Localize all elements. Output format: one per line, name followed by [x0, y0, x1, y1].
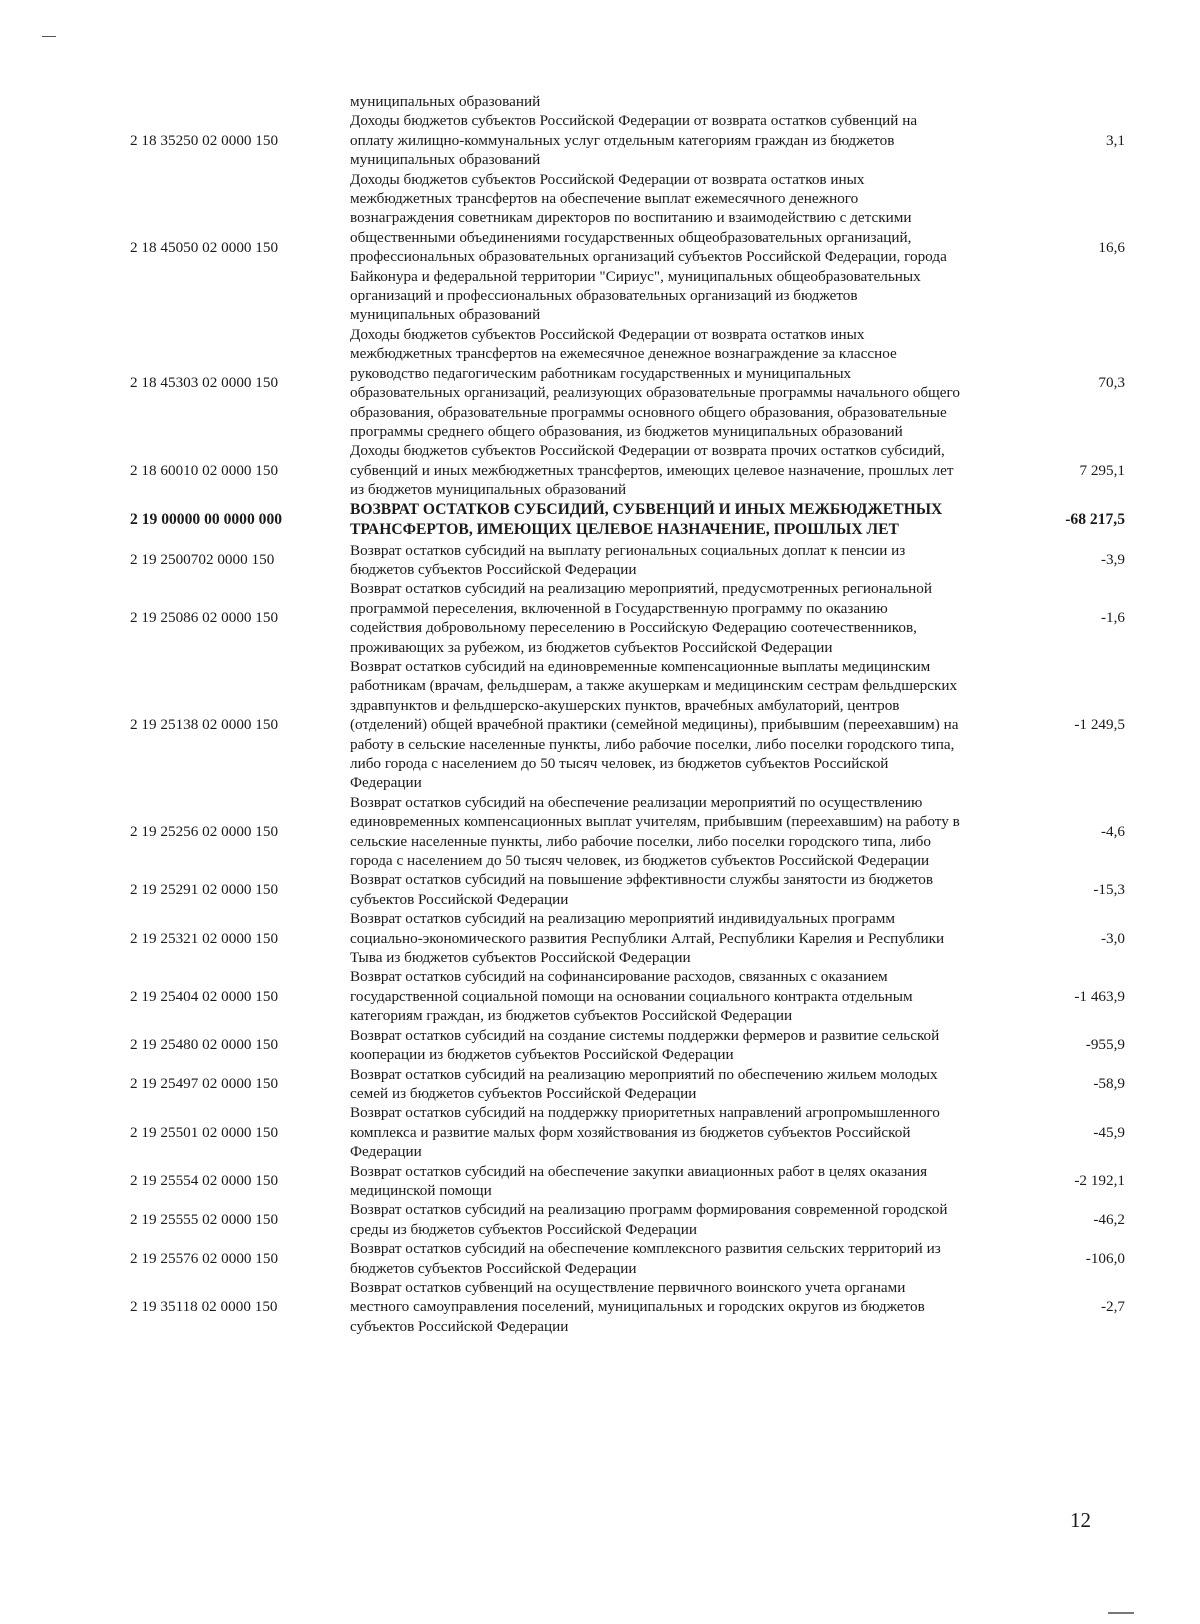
table-row [120, 1200, 1131, 1239]
amount-value: 70,3 [1098, 374, 1125, 392]
budget-code: 2 19 25576 02 0000 150 [130, 1249, 279, 1267]
budget-code [120, 92, 342, 111]
income-name: Доходы бюджетов субъектов Российской Федерации от возврата остатков иных межбюджетных трансфертов на обеспечение выплат ежемесячного денежного вознаграждения советникам директоров по воспитанию и взаимодействию с детскими общественными объединениями государственных общеобразовательных организаций, профессиональных образовательных организаций субъектов Российской Федерации, города Байконура и федеральной территории "Сириус", муниципальных общеобразовательных организаций и профессиональных образовательных организаций из бюджетов муниципальных образований [350, 170, 947, 324]
income-name: Возврат остатков субсидий на единовременные компенсационные выплаты медицинским работникам (врачам, фельдшерам, а также акушеркам и медицинским сестрам фельдшерских здравпунктов и фельдшерско-акушерских пунктов, врачебных амбулаторий, центров (отделений) общей врачебной практики (семейной медицины), прибывшим (переехавшим) на работу в сельские населенные пункты, либо рабочие поселки, либо поселки городского типа, либо города с населением до 50 тысяч человек, из бюджетов субъектов Российской Федерации [350, 657, 959, 792]
table-row [120, 541, 1131, 580]
income-name: Доходы бюджетов субъектов Российской Федерации от возврата прочих остатков субсидий, субвенций и иных межбюджетных трансфертов, имеющих целевое назначение, прошлых лет из бюджетов муниципальных образований [350, 442, 954, 499]
income-name: Возврат остатков субсидий на создание системы поддержки фермеров и развитие сельской кооперации из бюджетов субъектов Российской Федерации [350, 1026, 940, 1064]
income-name: Возврат остатков субсидий на реализацию программ формирования современной городской среды из бюджетов субъектов Российской Федерации [350, 1201, 948, 1238]
budget-code: 2 19 25256 02 0000 150 [130, 822, 279, 840]
amount-value: -15,3 [1093, 881, 1125, 899]
budget-code: 2 19 25501 02 0000 150 [130, 1123, 279, 1141]
budget-code: 2 19 25554 02 0000 150 [130, 1172, 279, 1190]
amount-value: -46,2 [1093, 1211, 1125, 1229]
income-name: Возврат остатков субсидий на реализацию мероприятий по обеспечению жильем молодых семей из бюджетов субъектов Российской Федерации [350, 1065, 938, 1102]
budget-code: 2 19 25138 02 0000 150 [130, 716, 279, 734]
income-name: Возврат остатков субсидий на реализацию мероприятий, предусмотренных региональной программой переселения, включенной в Государственную программу по оказанию содействия добровольному переселению в Российскую Федерацию соотечественников, проживающих за рубежом, из бюджетов субъектов Российской Федерации [350, 580, 933, 656]
amount-value: 7 295,1 [1079, 461, 1125, 479]
table-row [120, 92, 1131, 111]
income-name: ВОЗВРАТ ОСТАТКОВ СУБСИДИЙ, СУБВЕНЦИЙ И ИНЫХ МЕЖБЮДЖЕТНЫХ ТРАНСФЕРТОВ, ИМЕЮЩИХ ЦЕЛЕВОЕ НАЗНАЧЕНИЕ, ПРОШЛЫХ ЛЕТ [350, 500, 943, 539]
table-row [120, 1239, 1131, 1278]
amount-value: -45,9 [1093, 1123, 1125, 1141]
income-name: муниципальных образований [350, 93, 541, 110]
budget-code: 2 19 25480 02 0000 150 [130, 1036, 279, 1054]
income-name: Возврат остатков субсидий на обеспечение реализации мероприятий по осуществлению единовременных компенсационных выплат учителям, прибывшим (переехавшим) на работу в сельские населенные пункты, либо рабочие поселки, либо поселки городского типа, либо города с населением до 50 тысяч человек, из бюджетов субъектов Российской Федерации [350, 793, 960, 870]
page-number: 12 [1070, 1508, 1091, 1532]
table-row [120, 793, 1131, 871]
scan-mark [1108, 1612, 1134, 1614]
budget-code: 2 19 00000 00 0000 000 [130, 511, 283, 529]
income-name: Возврат остатков субсидий на обеспечение закупки авиационных работ в целях оказания медицинской помощи [350, 1162, 928, 1199]
amount-value: -2 192,1 [1074, 1172, 1125, 1190]
table-row [120, 657, 1131, 793]
amount-value: -68 217,5 [1065, 511, 1125, 529]
amount-value: -1,6 [1100, 609, 1125, 627]
table-row [120, 170, 1131, 325]
budget-code: 2 19 25291 02 0000 150 [130, 881, 279, 899]
income-name: Возврат остатков субсидий на повышение эффективности службы занятости из бюджетов субъектов Российской Федерации [350, 871, 934, 908]
budget-code: 2 18 45050 02 0000 150 [130, 238, 279, 256]
amount-value: 16,6 [1098, 238, 1125, 256]
scan-speck [42, 36, 56, 37]
table-row [120, 1065, 1131, 1104]
table-row [120, 909, 1131, 967]
amount-value: 3,1 [1106, 131, 1125, 149]
table-row [120, 579, 1131, 657]
budget-code: 2 18 60010 02 0000 150 [130, 461, 279, 479]
table-row [120, 967, 1131, 1025]
table-row [120, 500, 1131, 541]
amount-value: -106,0 [1085, 1249, 1125, 1267]
budget-code: 2 19 25086 02 0000 150 [130, 609, 279, 627]
income-name: Возврат остатков субсидий на софинансирование расходов, связанных с оказанием государственной социальной помощи на основании социального контракта отдельным категориям граждан, из бюджетов субъектов Российской Федерации [350, 968, 913, 1025]
budget-code: 2 19 2500702 0000 150 [130, 551, 275, 569]
income-name: Доходы бюджетов субъектов Российской Федерации от возврата остатков субвенций на оплату жилищно-коммунальных услуг отдельным категориям граждан из бюджетов муниципальных образований [350, 112, 918, 169]
budget-table [120, 92, 1131, 1336]
amount-value: -3,0 [1100, 929, 1125, 947]
table-row [120, 1026, 1131, 1065]
income-name: Возврат остатков субсидий на обеспечение комплексного развития сельских территорий из бюджетов субъектов Российской Федерации [350, 1240, 941, 1277]
budget-code: 2 19 25497 02 0000 150 [130, 1075, 279, 1093]
budget-code: 2 19 35118 02 0000 150 [130, 1298, 278, 1316]
income-name: Доходы бюджетов субъектов Российской Федерации от возврата остатков иных межбюджетных трансфертов на ежемесячное денежное вознаграждение за классное руководство педагогическим работникам государственных и муниципальных образовательных организаций, реализующих образовательные программы начального общего образования, образовательные программы основного общего образования, образовательные программы среднего общего образования, из бюджетов муниципальных образований [350, 325, 960, 440]
budget-code: 2 19 25404 02 0000 150 [130, 987, 279, 1005]
income-name: Возврат остатков субвенций на осуществление первичного воинского учета органами местного самоуправления поселений, муниципальных и городских округов из бюджетов субъектов Российской Федерации [350, 1278, 925, 1335]
table-row [120, 111, 1131, 169]
budget-code: 2 18 35250 02 0000 150 [130, 131, 279, 149]
table-row [120, 870, 1131, 909]
income-name: Возврат остатков субсидий на выплату региональных социальных доплат к пенсии из бюджетов субъектов Российской Федерации [350, 541, 906, 578]
income-name: Возврат остатков субсидий на поддержку приоритетных направлений агропромышленного комплекса и развитие малых форм хозяйствования из бюджетов субъектов Российской Федерации [350, 1104, 940, 1161]
amount-value: -2,7 [1100, 1298, 1125, 1316]
table-row [120, 325, 1131, 441]
amount-value: -58,9 [1093, 1075, 1125, 1093]
income-name: Возврат остатков субсидий на реализацию мероприятий индивидуальных программ социально-экономического развития Республики Алтай, Республики Карелия и Республики Тыва из бюджетов субъектов Российской Федерации [350, 910, 945, 967]
table-row [120, 1278, 1131, 1336]
amount-value: -1 463,9 [1074, 987, 1125, 1005]
budget-table-body [120, 92, 1131, 1336]
budget-code: 2 19 25555 02 0000 150 [130, 1211, 279, 1229]
amount-value: -955,9 [1085, 1036, 1125, 1054]
budget-code: 2 18 45303 02 0000 150 [130, 374, 279, 392]
table-row [120, 1103, 1131, 1161]
amount-value [960, 92, 1131, 111]
budget-code: 2 19 25321 02 0000 150 [130, 929, 279, 947]
amount-value: -4,6 [1100, 822, 1125, 840]
amount-value: -1 249,5 [1074, 716, 1125, 734]
table-row [120, 1162, 1131, 1201]
amount-value: -3,9 [1100, 551, 1125, 569]
table-row [120, 441, 1131, 499]
